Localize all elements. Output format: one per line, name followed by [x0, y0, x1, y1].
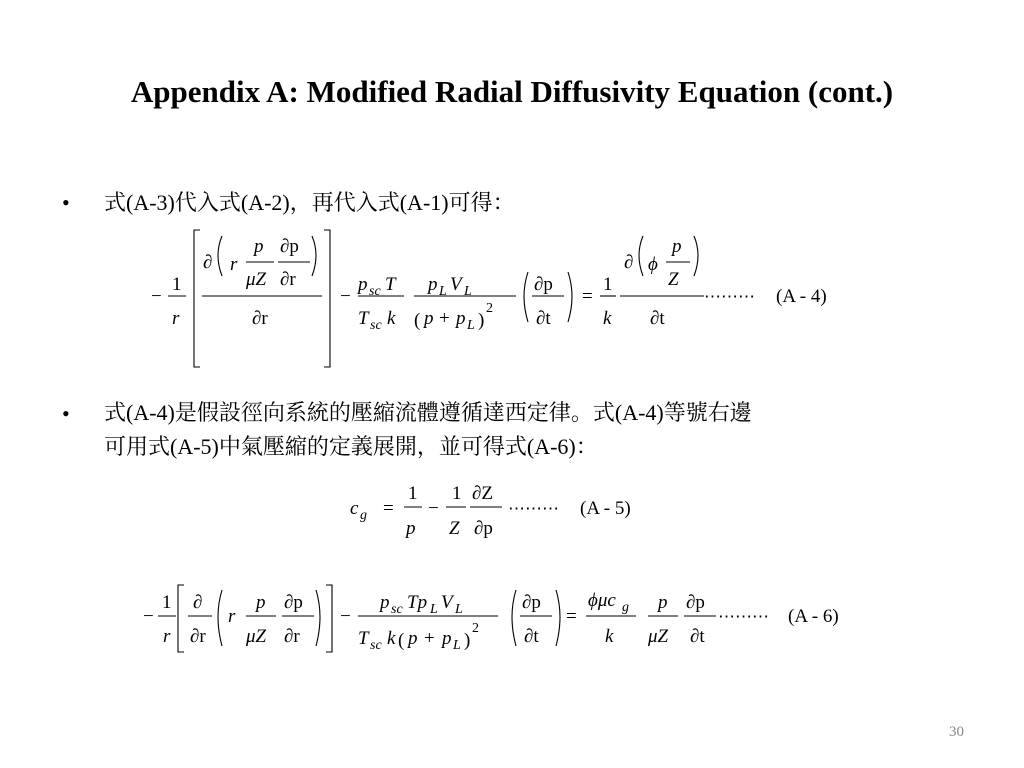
svg-text:∂t: ∂t: [524, 626, 539, 647]
bullet-text-1: 式(A-3)代入式(A-2)，再代入式(A-1)可得：: [104, 190, 515, 215]
equation-a6-dots: ⋯⋯⋯: [718, 607, 769, 626]
svg-text:p: p: [408, 628, 418, 649]
svg-text:1: 1: [162, 592, 172, 613]
svg-text:k: k: [387, 308, 396, 329]
svg-text:p: p: [672, 236, 682, 257]
svg-text:Z: Z: [449, 518, 460, 539]
svg-text:1: 1: [452, 483, 462, 504]
svg-text:(: (: [414, 310, 421, 331]
svg-text:2: 2: [472, 621, 479, 636]
svg-text:p: p: [380, 592, 390, 613]
slide-title: Appendix A: Modified Radial Diffusivity Equation (cont.): [130, 74, 894, 109]
svg-text:Z: Z: [668, 269, 679, 290]
svg-text:T: T: [385, 274, 396, 295]
bullet-text-2-line-2: 可用式(A-5)中氣壓縮的定義展開，並可得式(A-6)：: [104, 434, 598, 459]
svg-text:∂t: ∂t: [690, 626, 705, 647]
svg-text:μZ: μZ: [246, 269, 267, 290]
equation-a6-label: (A - 6): [788, 606, 839, 627]
page-number: 30: [949, 724, 964, 740]
svg-text:V: V: [450, 274, 462, 295]
svg-text:p: p: [424, 308, 434, 329]
svg-text:+: +: [424, 628, 435, 649]
svg-text:−: −: [340, 606, 351, 627]
svg-text:∂: ∂: [193, 592, 203, 613]
svg-text:): ): [478, 310, 485, 331]
svg-text:∂p: ∂p: [280, 236, 299, 257]
svg-text:1: 1: [408, 483, 418, 504]
svg-text:T: T: [358, 308, 369, 329]
svg-text:p: p: [428, 274, 438, 295]
svg-text:∂t: ∂t: [650, 308, 665, 329]
svg-text:∂p: ∂p: [474, 518, 493, 539]
svg-text:∂r: ∂r: [284, 626, 300, 647]
svg-text:k: k: [605, 626, 614, 647]
svg-text:2: 2: [486, 301, 493, 316]
svg-text:r: r: [230, 254, 238, 275]
svg-text:−: −: [143, 606, 154, 627]
svg-text:p: p: [442, 628, 452, 649]
svg-text:−: −: [151, 286, 162, 307]
svg-text:∂r: ∂r: [252, 308, 268, 329]
svg-text:L: L: [455, 602, 463, 617]
svg-text:c: c: [350, 498, 359, 519]
svg-text:L: L: [430, 602, 438, 617]
svg-text:T: T: [358, 628, 369, 649]
svg-text:ϕ: ϕ: [648, 254, 658, 275]
svg-text:=: =: [383, 498, 394, 519]
svg-text:∂: ∂: [624, 252, 634, 273]
svg-text:∂p: ∂p: [686, 592, 705, 613]
svg-text:L: L: [467, 318, 475, 333]
svg-text:p: p: [254, 236, 264, 257]
svg-text:r: r: [172, 308, 180, 329]
svg-text:∂t: ∂t: [536, 308, 551, 329]
svg-text:p: p: [456, 308, 466, 329]
svg-text:μZ: μZ: [246, 626, 267, 647]
svg-text:=: =: [566, 606, 577, 627]
equation-a5-dots: ⋯⋯⋯: [508, 499, 559, 518]
svg-text:p: p: [406, 518, 416, 539]
equation-a5-label: (A - 5): [580, 498, 631, 519]
svg-text:L: L: [439, 284, 447, 299]
svg-text:−: −: [340, 286, 351, 307]
svg-text:=: =: [582, 286, 593, 307]
svg-text:p: p: [358, 274, 368, 295]
svg-text:μZ: μZ: [648, 626, 669, 647]
svg-text:g: g: [622, 600, 629, 615]
svg-text:∂p: ∂p: [534, 274, 553, 295]
svg-text:r: r: [228, 606, 236, 627]
svg-text:k: k: [387, 628, 396, 649]
svg-text:∂r: ∂r: [280, 269, 296, 290]
svg-text:∂p: ∂p: [284, 592, 303, 613]
svg-text:+: +: [439, 308, 450, 329]
svg-text:L: L: [453, 638, 461, 653]
svg-text:p: p: [256, 592, 266, 613]
svg-text:∂Z: ∂Z: [472, 483, 493, 504]
svg-text:sc: sc: [370, 318, 382, 333]
svg-text:V: V: [441, 592, 453, 613]
svg-text:): ): [464, 630, 471, 651]
svg-text:g: g: [360, 508, 367, 523]
svg-text:sc: sc: [369, 284, 381, 299]
equation-a4-dots: ⋯⋯⋯: [704, 287, 755, 306]
svg-text:r: r: [163, 626, 171, 647]
svg-text:−: −: [428, 498, 439, 519]
svg-text:(: (: [398, 630, 405, 651]
svg-text:sc: sc: [370, 638, 382, 653]
svg-text:1: 1: [172, 274, 182, 295]
svg-text:∂r: ∂r: [190, 626, 206, 647]
equation-a4-label: (A - 4): [776, 286, 827, 307]
svg-text:p: p: [658, 592, 668, 613]
svg-text:k: k: [603, 308, 612, 329]
svg-text:ϕμc: ϕμc: [588, 590, 616, 611]
svg-text:Tp: Tp: [407, 592, 428, 613]
svg-text:L: L: [464, 284, 472, 299]
bullet-marker: •: [62, 190, 70, 215]
bullet-text-2-line-1: 式(A-4)是假設徑向系統的壓縮流體遵循達西定律。式(A-4)等號右邊: [104, 400, 752, 425]
svg-text:sc: sc: [391, 602, 403, 617]
svg-text:∂: ∂: [203, 252, 213, 273]
svg-text:∂p: ∂p: [522, 592, 541, 613]
svg-text:1: 1: [603, 274, 613, 295]
bullet-marker: •: [62, 401, 70, 426]
